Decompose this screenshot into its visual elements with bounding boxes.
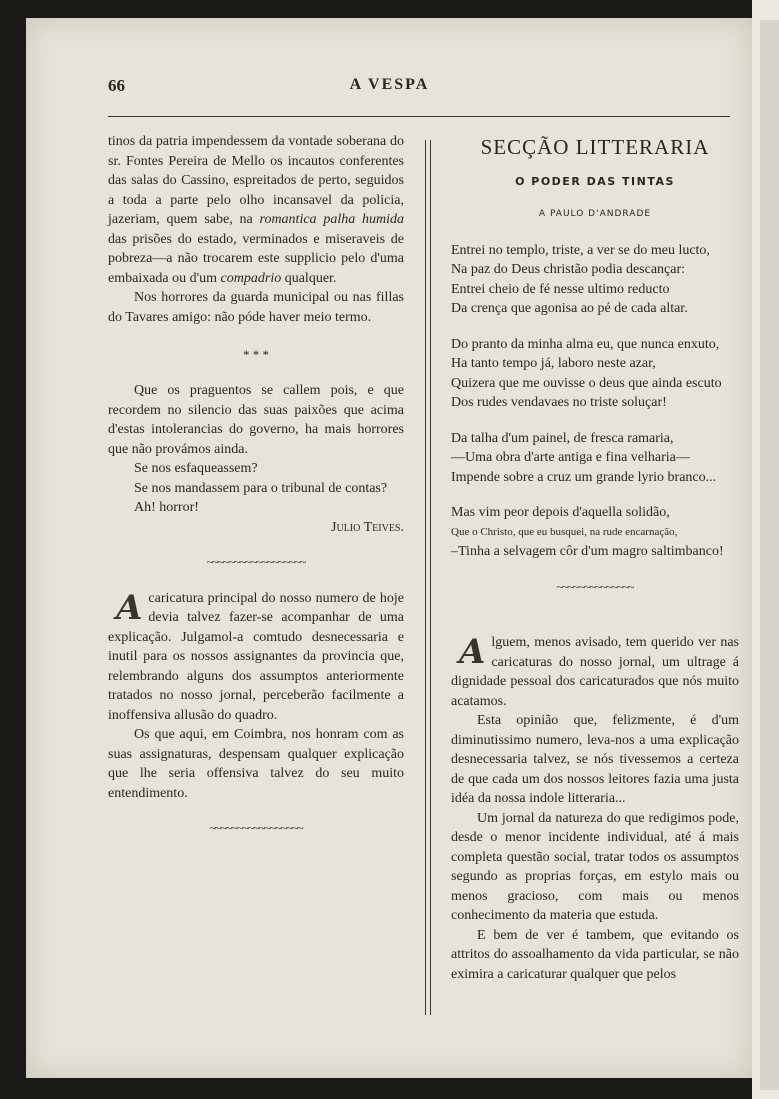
poem-line: Que o Christo, que eu busquei, na rude encarnação,: [451, 525, 678, 538]
paragraph: Acaricatura principal do nosso numero de hoje devia talvez fazer-se acompanhar de uma explicação. Julgamol-a comtudo desnecessaria e inutil para os nossos assignantes da provincia que, relembrando alguns dos assumptos anteriormente tratados no nosso jornal, perceberão facilmente a inoffensiva allusão do quadro.: [108, 587, 404, 723]
poem-line: Da talha d'um painel, de fresca ramaria,: [451, 430, 674, 446]
page-edge-shadow: [760, 20, 779, 1090]
paragraph: Esta opinião que, felizmente, é d'um diminutissimo numero, leva-nos a uma explicação desnecessaria talvez, se nós tivessemos a certeza de que cada um dos nossos leitores fazia uma justa idéa da nossa indole litteraria...: [451, 713, 739, 806]
paragraph: Ah! horror!: [134, 500, 199, 515]
poem-line: Entrei cheio de fé nesse ultimo reducto: [451, 281, 670, 297]
paragraph: Se nos esfaqueassem?: [134, 461, 258, 476]
paragraph: tinos da patria impendessem da vontade soberana do sr. Fontes Pereira de Mello os incautos conferentes das salas do Cassino, espreitados de perto, seguidos a toda a parte pelo olho incansavel da policia, jazeriam, quem sabe, na romantica palha humida das prisões do estado, verminados e miseraveis de pobreza—a não trocarem este supplicio pelo d'uma embaixada ou d'um compadrio qualquer.: [108, 134, 404, 286]
poem-dedication: A PAULO D'ANDRADE: [538, 209, 652, 219]
section-break-stars: * * *: [243, 347, 269, 362]
poem-line: Na paz do Deus christão podia descançar:: [451, 262, 686, 277]
poem-line: Entrei no templo, triste, a ver se do meu lucto,: [451, 242, 710, 258]
poem-line: Dos rudes vendavaes no triste soluçar!: [451, 395, 667, 410]
paragraph: Alguem, menos avisado, tem querido ver nas caricaturas do nosso jornal, um ultrage á dignidade pessoal dos caricaturados que nós muito acatamos.: [451, 632, 739, 709]
poem-line: Do pranto da minha alma eu, que nunca enxuto,: [451, 336, 720, 352]
poem-line: Da crença que agonisa ao pé de cada altar.: [451, 301, 688, 316]
poem-stanza: [451, 335, 739, 413]
poem-line: Mas vim peor depois d'aquella solidão,: [451, 505, 670, 520]
header-rule: [108, 116, 730, 117]
poem-stanza: [451, 429, 739, 488]
drop-cap: A: [459, 632, 486, 672]
paragraph: Um jornal da natureza do que redigimos pode, desde o menor incidente individual, até á mais completa questão social, tratar todos os assumptos segundo as proprias forças, em estylo mais ou menos gracioso, com mais ou menos conhecimento da materia que estuda.: [451, 810, 739, 923]
poem-line: —Uma obra d'arte antiga e fina velharia—: [451, 450, 690, 465]
page-number: 66: [108, 76, 125, 95]
right-column: [451, 132, 739, 984]
paragraph: Os que aqui, em Coimbra, nos honram com as suas assignaturas, despensam qualquer explicação que lhe seria offensiva talvez do seu muito entendimento.: [108, 727, 404, 801]
poem-line: Ha tanto tempo já, laboro neste azar,: [451, 356, 656, 371]
paragraph: E bem de ver é tambem, que evitando os attritos do assoalhamento da vida particular, se não eximira a caricaturar qualquer que pelos: [451, 927, 739, 982]
poem-title: O PODER DAS TINTAS: [515, 174, 675, 188]
section-title: SECÇÃO LITTERARIA: [480, 135, 710, 159]
left-column: [108, 132, 404, 855]
ornament-divider: ~~~~~~~~~~~~~~~~~~: [206, 555, 306, 569]
poem-line: Impende sobre a cruz um grande lyrio branco...: [451, 469, 717, 485]
poem-line: Quizera que me ouvisse o deus que ainda escuto: [451, 375, 722, 391]
paragraph: Que os praguentos se callem pois, e que recordem no silencio das suas paixões que acima d'estas intolerancias do governo, ha mais horrores que não provámos ainda.: [108, 383, 404, 457]
poem-line: –Tinha a selvagem côr d'um magro saltimbanco!: [451, 544, 724, 559]
masthead-title: A VESPA: [349, 76, 430, 93]
author-signature: Julio Teives.: [331, 519, 404, 535]
spacer: [451, 613, 739, 633]
paragraph: Se nos mandassem para o tribunal de contas?: [134, 480, 388, 496]
column-divider: [425, 140, 431, 1015]
paragraph: Nos horrores da guarda municipal ou nas fillas do Tavares amigo: não póde haver meio termo.: [108, 290, 404, 325]
poem-stanza: [451, 241, 739, 319]
drop-cap: A: [116, 587, 143, 628]
ornament-divider: ~~~~~~~~~~~~~~: [556, 579, 634, 594]
ornament-divider: ~~~~~~~~~~~~~~~~~: [209, 821, 303, 835]
poem-stanza: [451, 503, 739, 562]
